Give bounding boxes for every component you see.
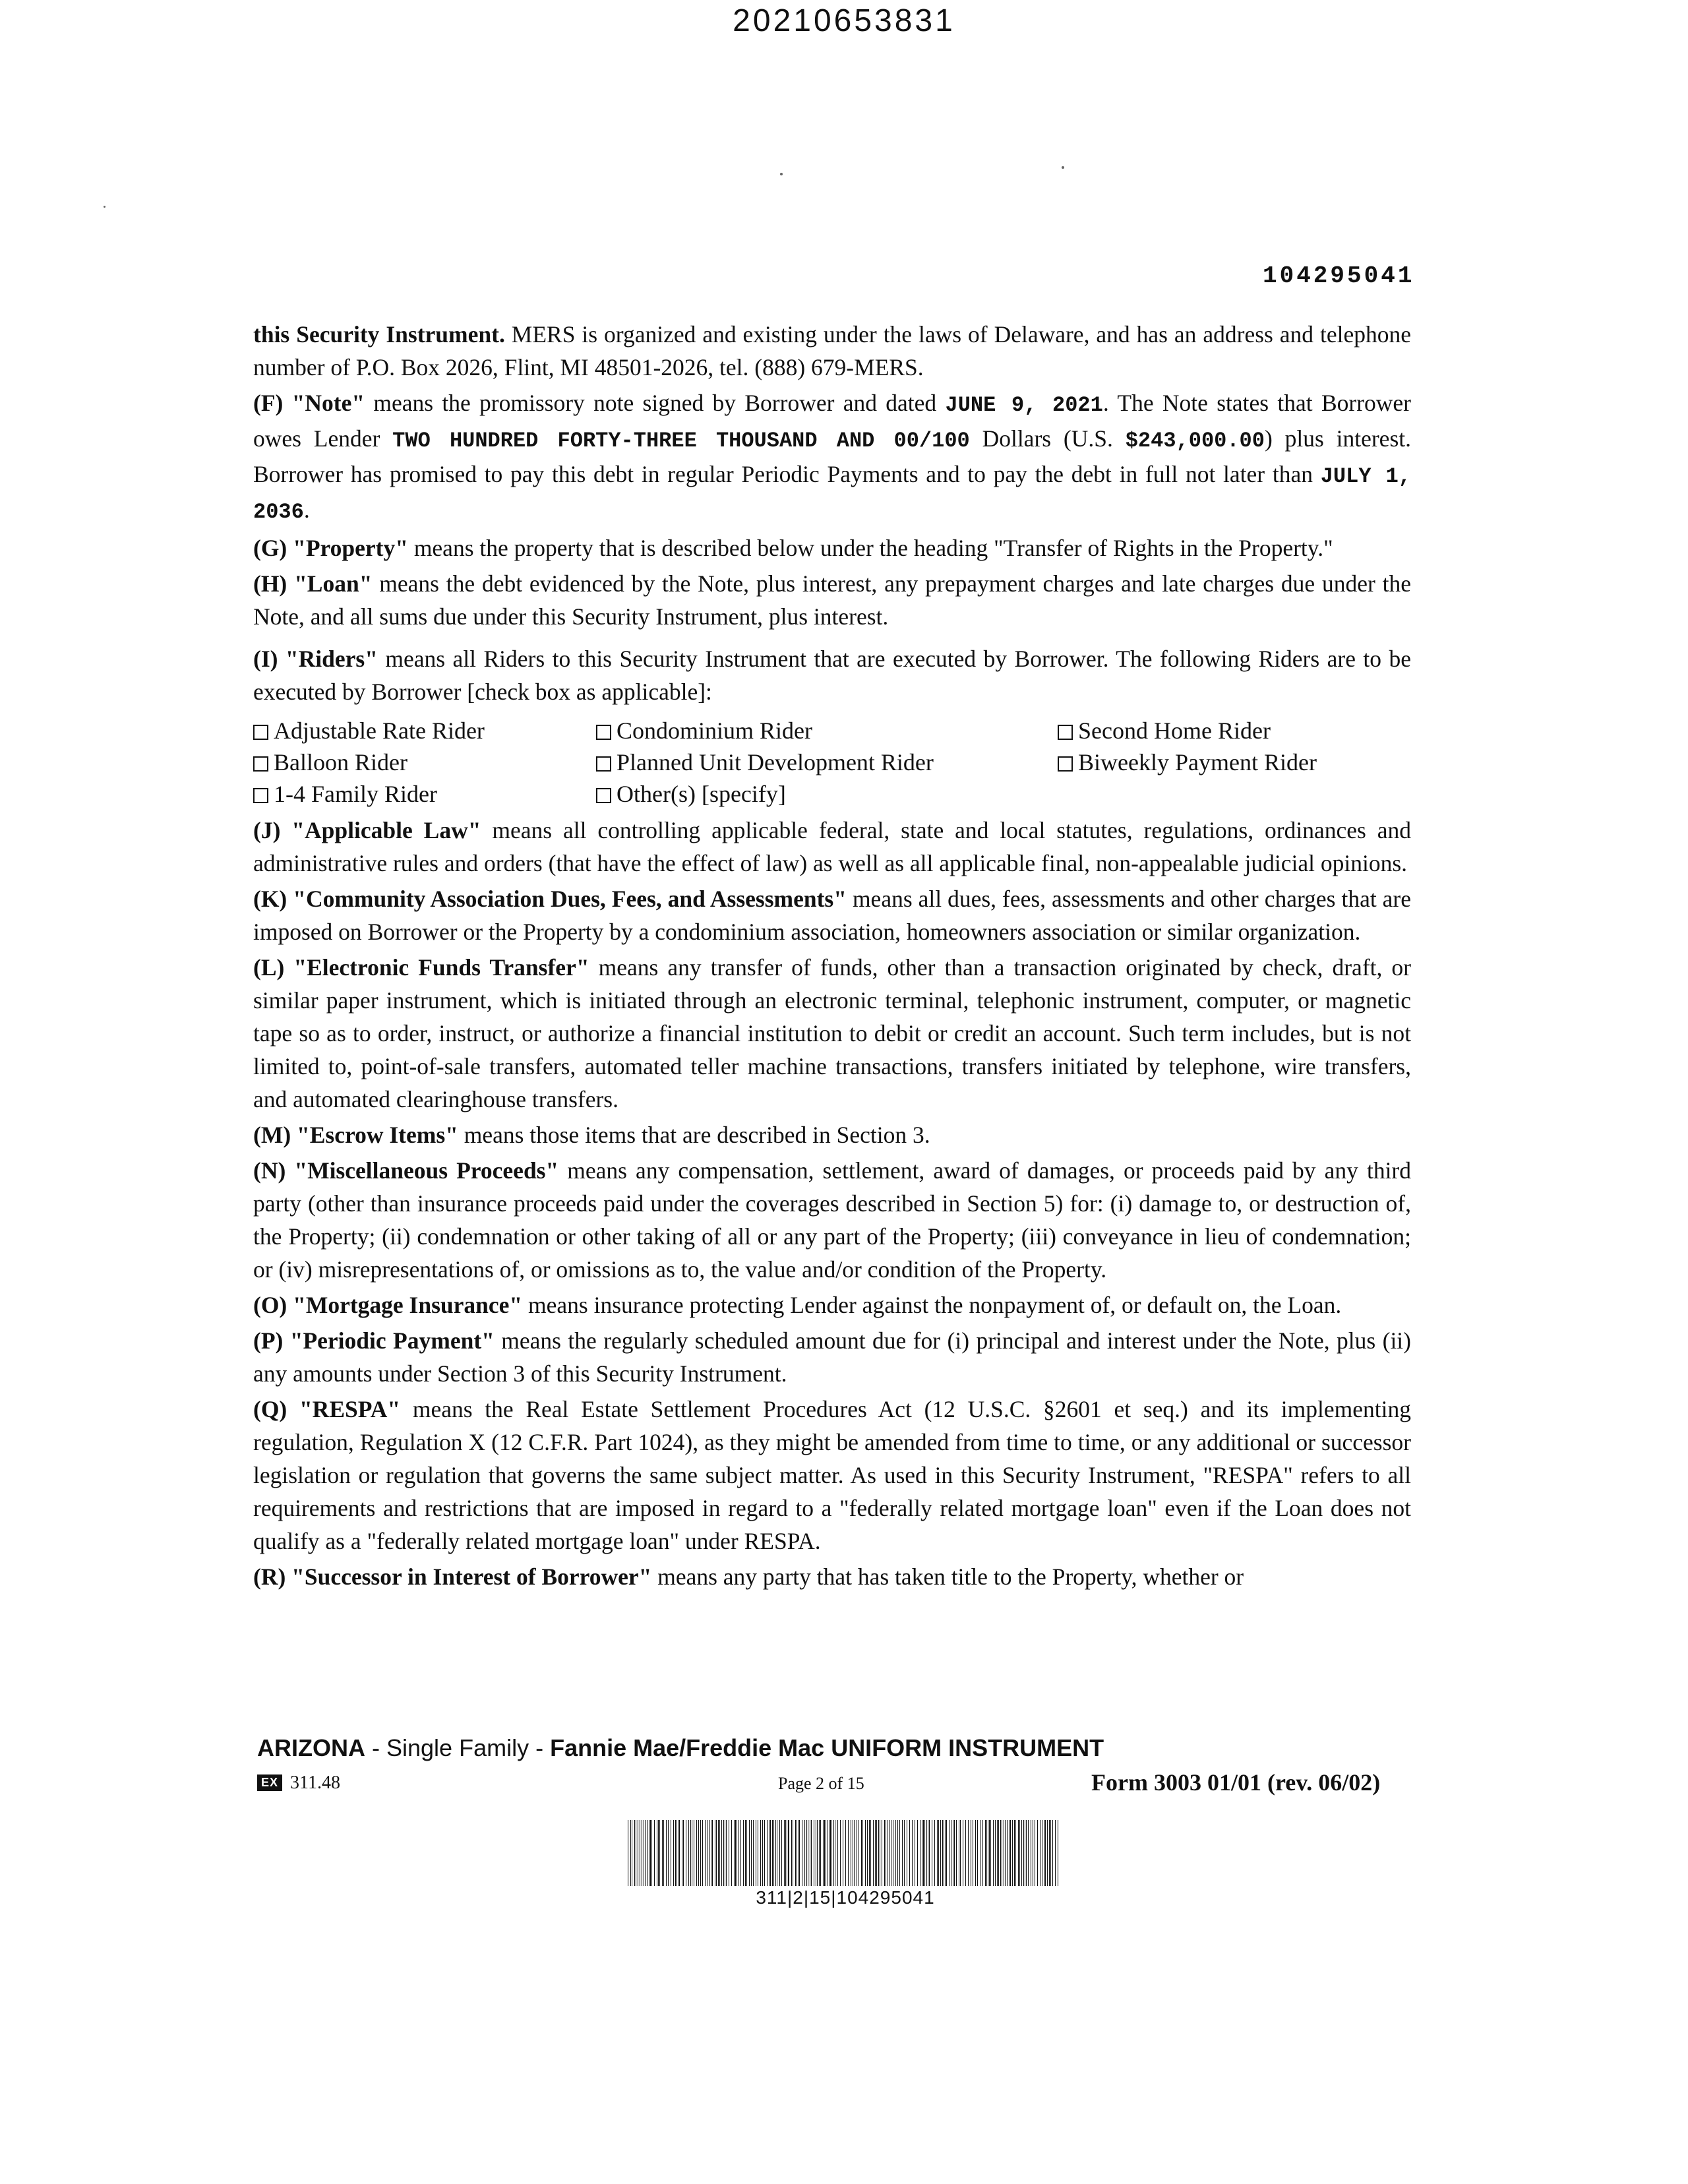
rider-label: Adjustable Rate Rider <box>274 717 485 744</box>
term-label: (L) "Electronic Funds Transfer" <box>253 954 589 981</box>
paragraph-eft <box>253 951 1411 1116</box>
checkbox-icon[interactable] <box>596 756 611 772</box>
paragraph-text: means insurance protecting Lender against the nonpayment of, or default on, the Loan. <box>522 1292 1342 1318</box>
maturity-date: JULY 1, 2036 <box>253 464 1411 524</box>
paragraph-respa <box>253 1393 1411 1558</box>
paragraph-note <box>253 386 1411 529</box>
paragraph-text: means any transfer of funds, other than a transaction originated by check, draft, or similar paper instrument, which is initiated through an electronic terminal, telephonic instrument, computer, or magnetic tape so as to order, instruct, or authorize a financial institution to debit or credit an account. Such term includes, but is not limited to, point-of-sale transfers, automated teller machine transactions, transfers initiated by telephone, wire transfers, and automated clearinghouse transfers. <box>253 954 1411 1112</box>
form-instrument: Fannie Mae/Freddie Mac UNIFORM INSTRUMENT <box>550 1734 1104 1761</box>
checkbox-icon[interactable] <box>253 725 268 740</box>
paragraph-text: means those items that are described in Section 3. <box>458 1122 930 1148</box>
rider-balloon[interactable] <box>253 746 596 778</box>
paragraph-text: MERS is organized and existing under the laws of Delaware, and has an address and telephone number of P.O. Box 2026, Flint, MI 48501-2026, tel. (888) 679-MERS. <box>253 321 1411 380</box>
paragraph-periodic-payment <box>253 1324 1411 1390</box>
scan-speck <box>1062 166 1064 169</box>
paragraph-text: means the Real Estate Settlement Procedures Act (12 U.S.C. §2601 et seq.) and its implementing regulation, Regulation X (12 C.F.R. Part 1024), as they might be amended from time to time, or any additional or successor legislation or regulation that governs the same subject matter. As used in this Security Instrument, "RESPA" refers to all requirements and restrictions that are imposed in regard to a "federally related mortgage loan" even if the Loan does not qualify as a "federally related mortgage loan" under RESPA. <box>253 1396 1411 1554</box>
form-number: Form 3003 01/01 (rev. 06/02) <box>1091 1769 1381 1796</box>
paragraph-text: means all Riders to this Security Instrument that are executed by Borrower. The following Riders are to be executed by Borrower [check box as applicable]: <box>253 646 1411 705</box>
rider-pud[interactable] <box>596 746 1058 778</box>
separator: - <box>529 1734 551 1761</box>
scan-speck <box>780 173 783 175</box>
rider-other[interactable] <box>596 778 1058 810</box>
term-label: (J) "Applicable Law" <box>253 817 481 843</box>
paragraph-text: means all controlling applicable federal, state and local statutes, regulations, ordinances and administrative rules and orders (that have the effect of law) as well as all applicable final, non-appealable judicial opinions. <box>253 817 1411 876</box>
paragraph-text: means the promissory note signed by Borrower and dated <box>365 390 946 416</box>
paragraph-applicable-law <box>253 814 1411 880</box>
checkbox-icon[interactable] <box>596 725 611 740</box>
rider-label: Balloon Rider <box>274 749 407 775</box>
paragraph-successor <box>253 1560 1411 1593</box>
term-label: (F) "Note" <box>253 390 365 416</box>
rider-label: Planned Unit Development Rider <box>617 749 934 775</box>
loan-amount-words: TWO HUNDRED FORTY-THREE THOUSAND AND 00/100 <box>392 429 970 453</box>
note-date: JUNE 9, 2021 <box>945 393 1103 417</box>
paragraph-misc-proceeds <box>253 1154 1411 1286</box>
term-label: (O) "Mortgage Insurance" <box>253 1292 523 1318</box>
page-number: Page 2 of 15 <box>778 1774 864 1793</box>
ex-logo-icon: EX <box>257 1774 282 1791</box>
term-label: (G) "Property" <box>253 535 408 561</box>
rider-biweekly[interactable] <box>1058 746 1387 778</box>
paragraph-text: ) plus interest. Borrower has promised to pay this debt in regular Periodic Payments and to pay the debt in full not later than <box>253 425 1411 487</box>
loan-amount: $243,000.00 <box>1125 429 1265 453</box>
form-state: ARIZONA <box>257 1734 365 1761</box>
rider-label: Second Home Rider <box>1078 717 1271 744</box>
scan-speck <box>104 206 106 208</box>
paragraph-text: means all dues, fees, assessments and other charges that are imposed on Borrower or the Property by a condominium association, homeowners association or similar organization. <box>253 886 1412 945</box>
rider-label: Condominium Rider <box>617 717 812 744</box>
term-label: (R) "Successor in Interest of Borrower" <box>253 1563 652 1590</box>
barcode-icon <box>628 1820 1063 1886</box>
checkbox-icon[interactable] <box>253 756 268 772</box>
term-label: this Security Instrument. <box>253 321 505 348</box>
paragraph-text: means the regularly scheduled amount due for (i) principal and interest under the Note, plus (ii) any amounts under Section 3 of this Security Instrument. <box>253 1327 1411 1387</box>
checkbox-icon[interactable] <box>1058 756 1073 772</box>
rider-label: Other(s) [specify] <box>617 781 786 807</box>
paragraph-text: means any compensation, settlement, award of damages, or proceeds paid by any third party (other than insurance proceeds paid under the coverages described in Section 5) for: (i) damage to, or destruction of, the Property; (ii) condemnation or other taking of all or any part of the Property; (iii) conveyance in lieu of condemnation; or (iv) misrepresentations of, or omissions as to, the value and/or condition of the Property. <box>253 1157 1411 1283</box>
checkbox-icon[interactable] <box>1058 725 1073 740</box>
paragraph-text: Dollars (U.S. <box>969 425 1126 452</box>
term-label: (Q) "RESPA" <box>253 1396 401 1422</box>
paragraph-riders <box>253 642 1411 708</box>
form-family: Single Family <box>386 1734 529 1761</box>
paragraph-property <box>253 531 1411 564</box>
term-label: (P) "Periodic Payment" <box>253 1327 495 1354</box>
rider-condominium[interactable] <box>596 715 1058 746</box>
paragraph-text: . <box>303 497 310 523</box>
paragraph-mortgage-insurance <box>253 1289 1411 1321</box>
form-code <box>257 1773 340 1794</box>
riders-checklist <box>253 715 1411 810</box>
document-body <box>253 318 1411 1596</box>
paragraph-text: means the debt evidenced by the Note, plus interest, any prepayment charges and late charges due under the Note, and all sums due under this Security Instrument, plus interest. <box>253 570 1411 630</box>
rider-label: 1-4 Family Rider <box>274 781 437 807</box>
rider-label: Biweekly Payment Rider <box>1078 749 1317 775</box>
paragraph-text: . The Note states that Borrower owes Lender <box>253 390 1411 452</box>
form-title <box>257 1734 1104 1762</box>
paragraph-text: means any party that has taken title to the Property, whether or <box>651 1563 1244 1590</box>
form-code-number: 311.48 <box>290 1773 340 1793</box>
barcode-text: 311|2|15|104295041 <box>756 1887 935 1908</box>
paragraph-community-dues <box>253 882 1411 948</box>
checkbox-icon[interactable] <box>253 788 268 803</box>
paragraph-intro <box>253 318 1411 384</box>
term-label: (K) "Community Association Dues, Fees, and Assessments" <box>253 886 847 912</box>
loan-number: 104295041 <box>1263 262 1415 289</box>
rider-second-home[interactable] <box>1058 715 1387 746</box>
paragraph-loan <box>253 567 1411 633</box>
separator: - <box>365 1734 386 1761</box>
term-label: (I) "Riders" <box>253 646 378 672</box>
rider-1-4-family[interactable] <box>253 778 596 810</box>
recording-number: 20210653831 <box>733 3 955 38</box>
checkbox-icon[interactable] <box>596 788 611 803</box>
term-label: (H) "Loan" <box>253 570 373 597</box>
term-label: (M) "Escrow Items" <box>253 1122 458 1148</box>
paragraph-escrow <box>253 1118 1411 1151</box>
paragraph-text: means the property that is described below under the heading "Transfer of Rights in the Property." <box>407 535 1333 561</box>
term-label: (N) "Miscellaneous Proceeds" <box>253 1157 559 1184</box>
rider-adjustable-rate[interactable] <box>253 715 596 746</box>
